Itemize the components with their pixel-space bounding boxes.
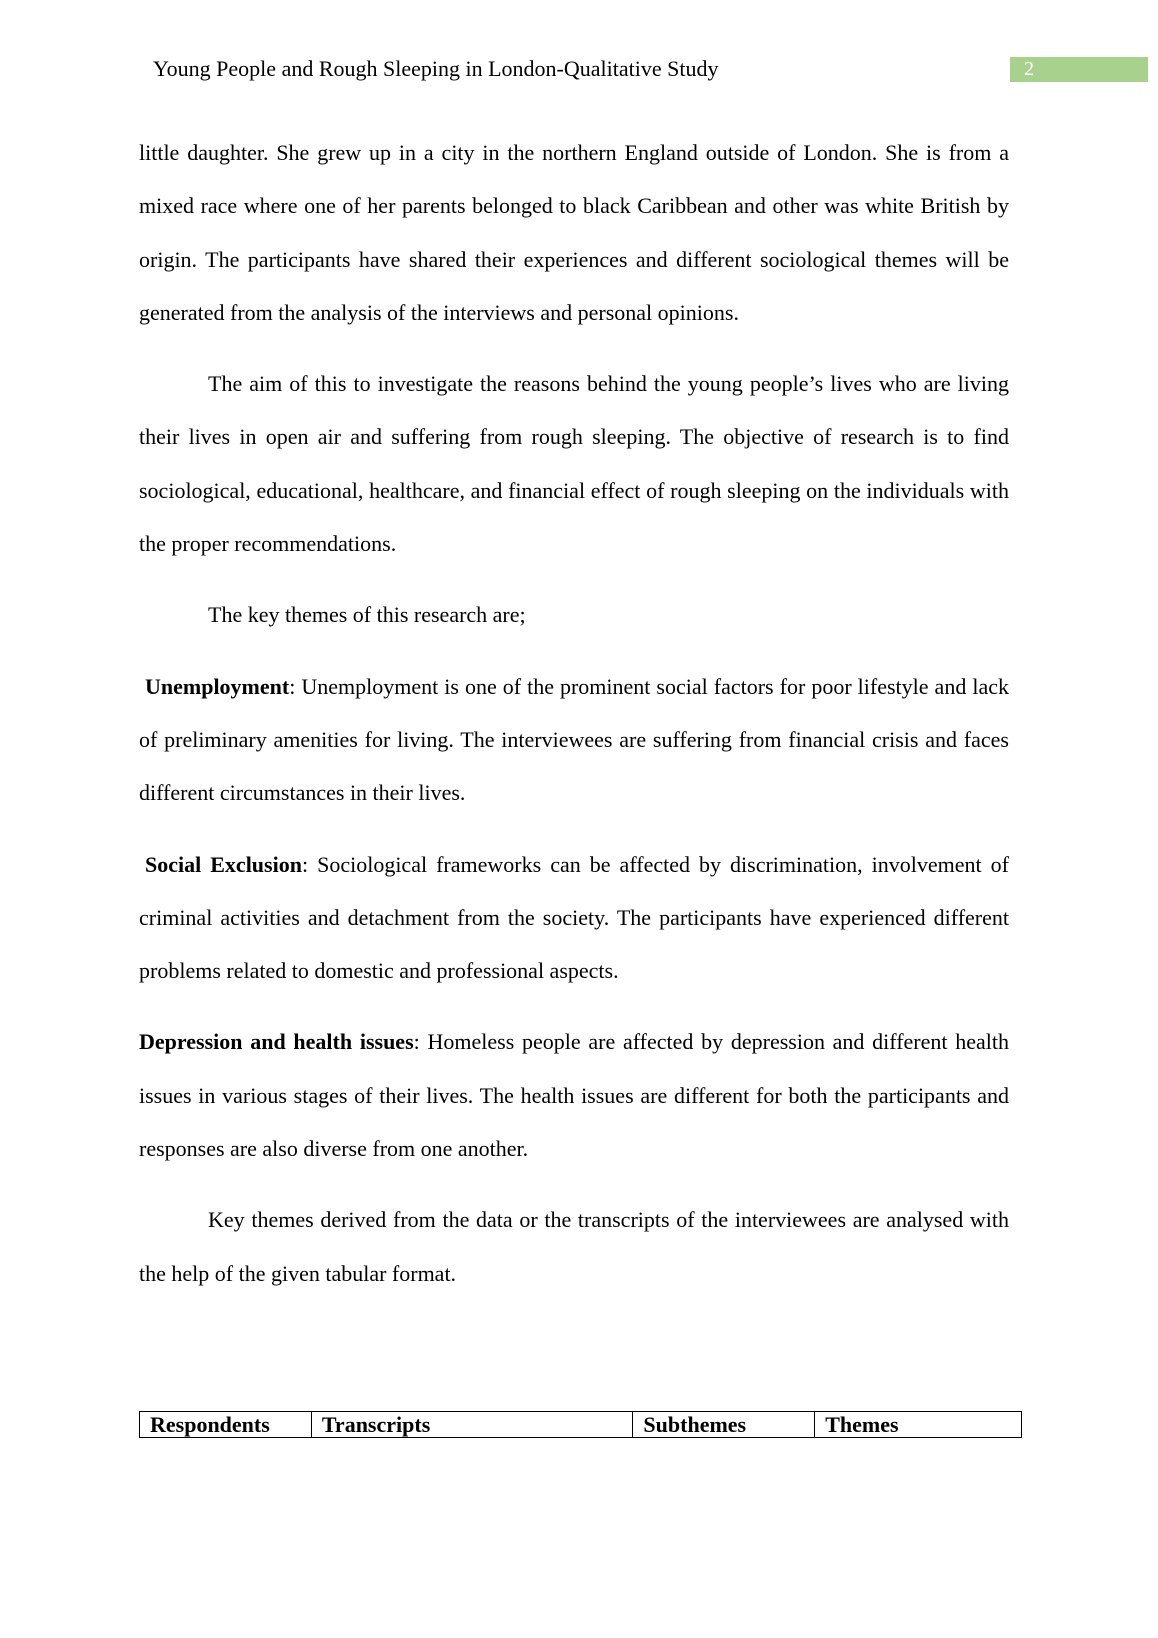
- theme-social-exclusion: [139, 838, 1009, 998]
- running-header-title: Young People and Rough Sleeping in London-Qualitative Study: [153, 56, 719, 81]
- header-themes: Themes: [815, 1412, 1022, 1438]
- document-body: [139, 126, 1009, 1300]
- header-respondents: Respondents: [140, 1412, 312, 1438]
- paragraph-continued: little daughter. She grew up in a city in the northern England outside of London. She is from a mixed race where one of her parents belonged to black Caribbean and other was white British by origin. The participants have shared their experiences and different sociological themes will be generated from the analysis of the interviews and personal opinions.: [139, 140, 1009, 325]
- theme-description: : Sociological frameworks can be affected by discrimination, involvement of criminal activities and detachment from the society. The participants have experienced different problems related to domestic and professional aspects.: [139, 851, 1009, 984]
- themes-table: [139, 1411, 1022, 1438]
- theme-description: : Homeless people are affected by depression and different health issues in various stages of their lives. The health issues are different for both the participants and responses are also diverse from one another.: [139, 1029, 1009, 1162]
- header-transcripts: Transcripts: [311, 1412, 633, 1438]
- theme-description: : Unemployment is one of the prominent social factors for poor lifestyle and lack of preliminary amenities for living. The interviewees are suffering from financial crisis and faces different circumstances in their lives.: [139, 673, 1009, 806]
- theme-term: Depression and health issues: [139, 1029, 414, 1055]
- table-header-row: [140, 1412, 1022, 1438]
- header-subthemes: Subthemes: [633, 1412, 815, 1438]
- theme-term: Social Exclusion: [145, 851, 302, 877]
- paragraph-aim: The aim of this to investigate the reasons behind the young people’s lives who are living their lives in open air and suffering from rough sleeping. The objective of research is to find sociological, educational, healthcare, and financial effect of rough sleeping on the individuals with the proper recommendations.: [139, 371, 1009, 557]
- theme-unemployment: [139, 660, 1009, 820]
- paragraph-table-intro: Key themes derived from the data or the transcripts of the interviewees are analysed with the help of the given tabular format.: [139, 1207, 1009, 1286]
- paragraph-key-themes-intro: The key themes of this research are;: [208, 602, 526, 628]
- theme-depression-health: [139, 1015, 1009, 1175]
- page-number-badge: 2: [1010, 57, 1148, 82]
- theme-term: Unemployment: [145, 673, 290, 699]
